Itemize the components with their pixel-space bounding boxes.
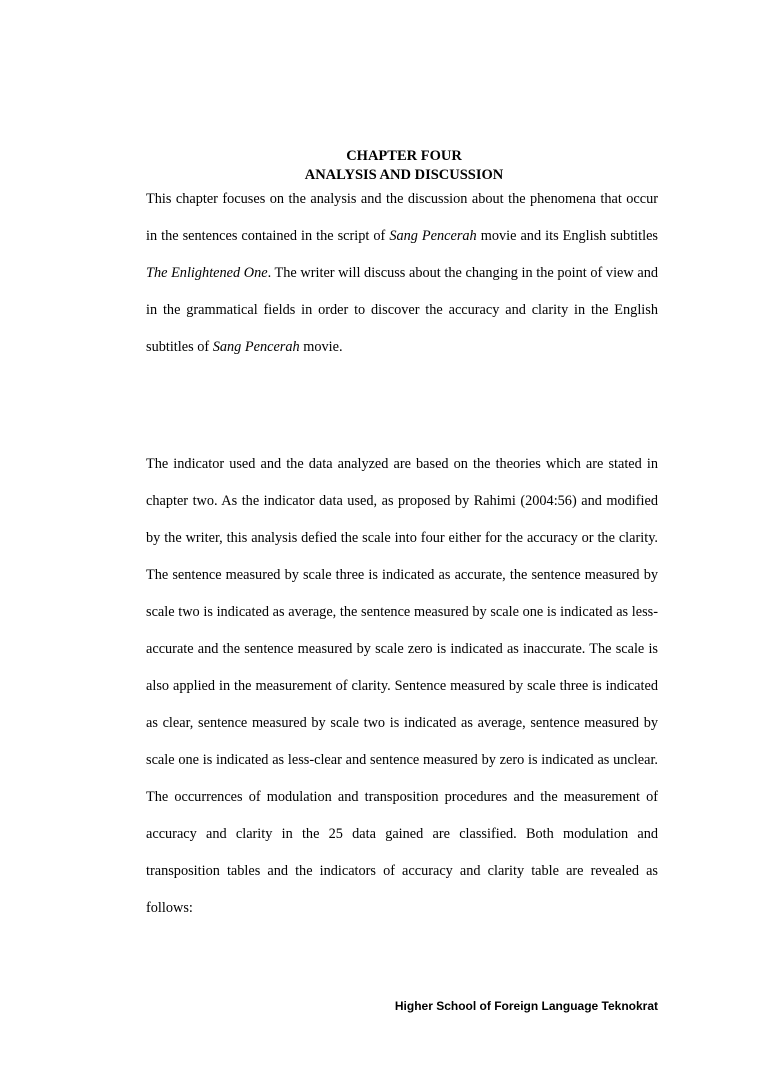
indicator-paragraph: The indicator used and the data analyzed are based on the theories which are stated in chapter two. As the indicator data used, as proposed by Rahimi (2004:56) and modified by the writer, this analysis defied the scale into four either for the accuracy or the clarity. The sentence measured by scale three is indicated as accurate, the sentence measured by scale two is indicated as average, the sentence measured by scale one is indicated as less-accurate and the sentence measured by scale zero is indicated as inaccurate. The scale is also applied in the measurement of clarity. Sentence measured by scale three is indicated as clear, sentence measured by scale two is indicated as average, sentence measured by scale one is indicated as less-clear and sentence measured by zero is indicated as unclear. The occurrences of modulation and transposition procedures and the measurement of accuracy and clarity in the 25 data gained are classified. Both modulation and transposition tables and the indicators of accuracy and clarity table are revealed as follows:	[146, 456, 658, 916]
chapter-number: CHAPTER FOUR	[346, 148, 462, 164]
intro-paragraph	[146, 181, 658, 366]
intro-text-1: This chapter focuses on the analysis and the discussion about the phenomena that occur in the sentences contained in the script of	[146, 191, 658, 244]
movie-title-1: Sang Pencerah	[389, 228, 477, 244]
page-footer: Higher School of Foreign Language Teknokrat	[394, 999, 658, 1013]
intro-text-4: movie.	[299, 339, 343, 355]
intro-text-3: . The writer will discuss about the changing in the point of view and in the grammatical fields in order to discover the accuracy and clarity in the English subtitles of	[146, 265, 658, 355]
chapter-heading	[0, 147, 768, 185]
intro-text-2: movie and its English subtitles	[476, 228, 658, 244]
movie-title-2: Sang Pencerah	[212, 339, 300, 355]
subtitle-title: The Enlightened One	[146, 265, 268, 281]
chapter-title: ANALYSIS AND DISCUSSION	[304, 167, 504, 183]
